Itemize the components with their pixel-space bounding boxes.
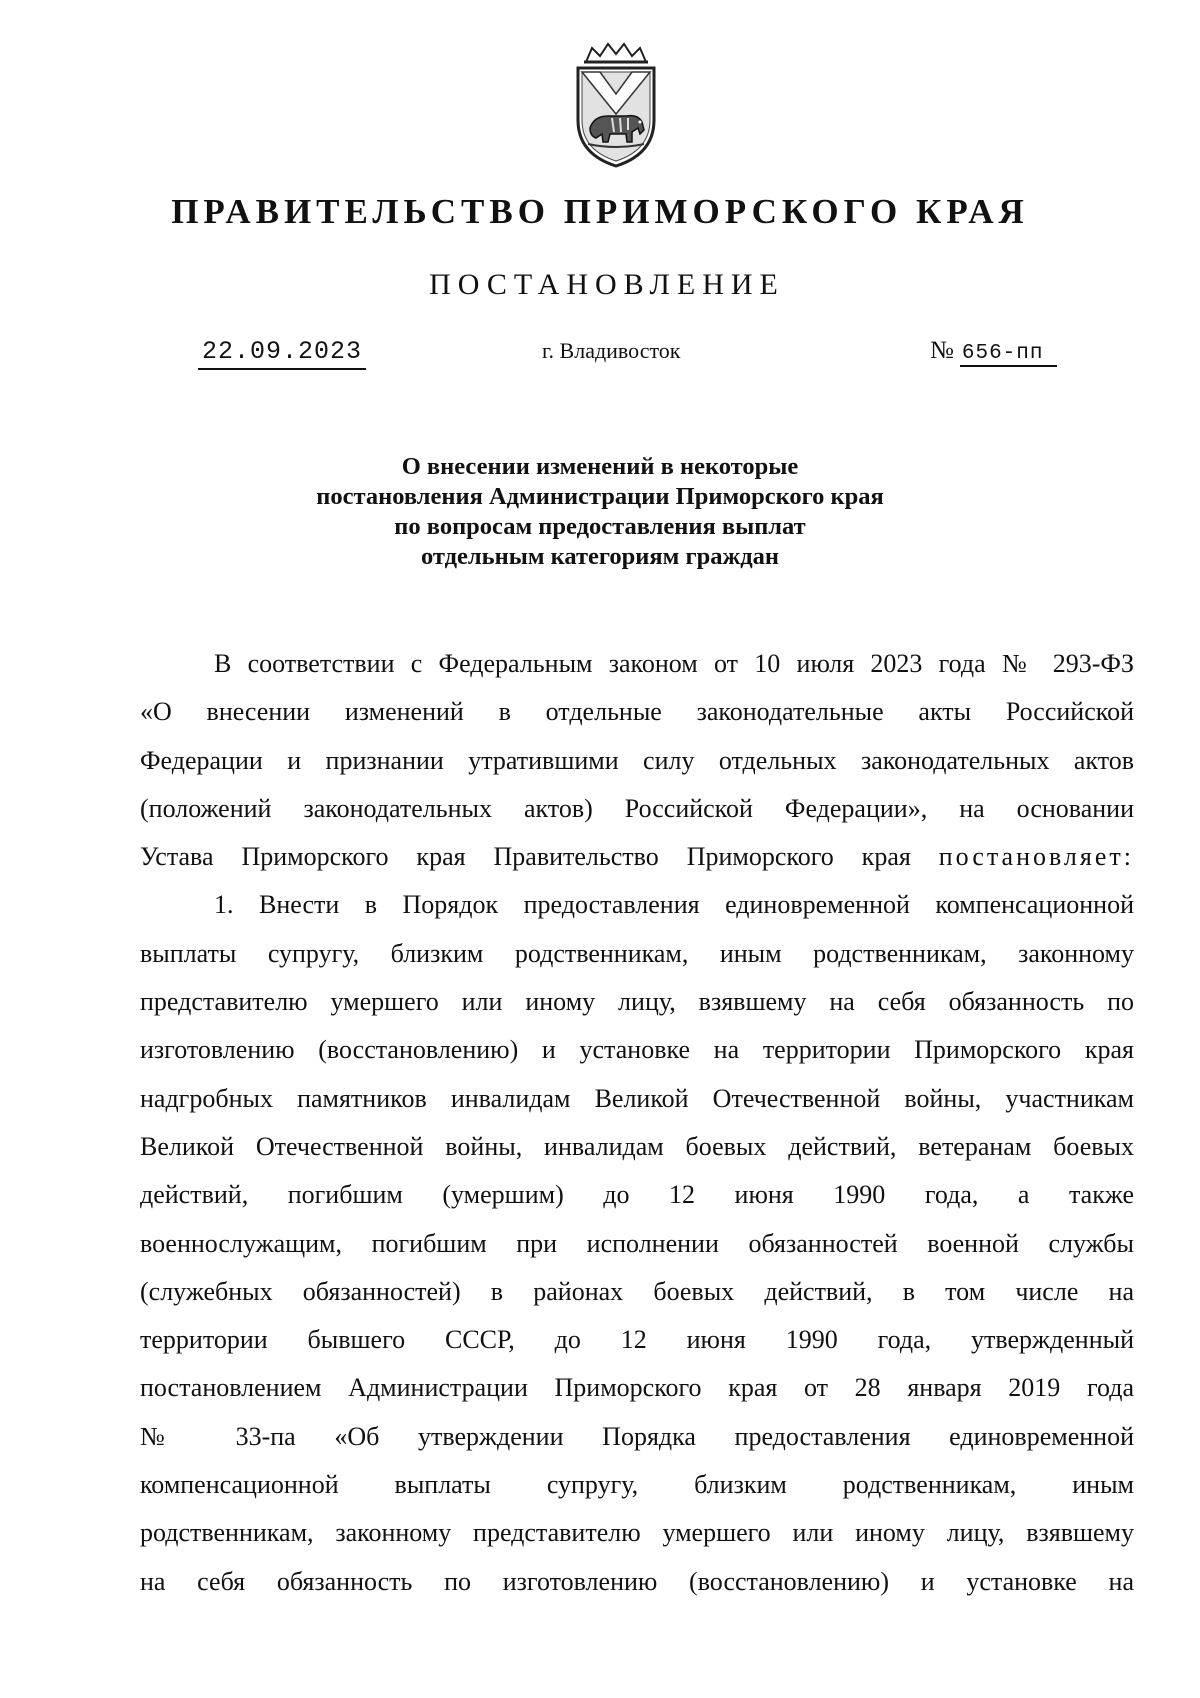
body-line: выплаты супругу, близким родственникам, иным родственникам, законному [140, 938, 1134, 968]
body-line: действий, погибшим (умершим) до 12 июня 1990 года, а также [140, 1180, 1134, 1210]
document-number [930, 337, 1057, 367]
body-line: Великой Отечественной войны, инвалидам боевых действий, ветеранам боевых [140, 1131, 1134, 1161]
body-line: (положений законодательных актов) Российской Федерации», на основании [140, 793, 1134, 823]
body-line: надгробных памятников инвалидам Великой Отечественной войны, участникам [140, 1083, 1134, 1113]
document-city: г. Владивосток [542, 338, 681, 363]
body-line: В соответствии с Федеральным законом от 10 июля 2023 года № 293-ФЗ [214, 649, 1134, 678]
body-line: компенсационной выплаты супругу, близким родственникам, иным [140, 1470, 1134, 1500]
subject-line: постановления Администрации Приморского края [316, 483, 884, 510]
body-line: родственникам, законному представителю умершего или иному лицу, взявшему [140, 1518, 1134, 1548]
subject-line: отдельным категориям граждан [420, 543, 780, 570]
government-title: ПРАВИТЕЛЬСТВО ПРИМОРСКОГО КРАЯ [171, 192, 1029, 231]
document-date: 22.09.2023 [198, 337, 366, 370]
body-line: представителю умершего или иному лицу, взявшему на себя обязанность по [140, 987, 1134, 1017]
body-line: 1. Внести в Порядок предоставления единовременной компенсационной [214, 890, 1134, 920]
subject-line: по вопросам предоставления выплат [394, 513, 806, 540]
primorsky-krai-coat-of-arms-icon [566, 42, 666, 170]
body-line: на себя обязанность по изготовлению (восстановлению) и установке на [140, 1566, 1134, 1596]
preamble-tail: Устава Приморского края Правительство Приморского края [140, 842, 911, 872]
body-line: изготовлению (восстановлению) и установке на территории Приморского края [140, 1035, 1134, 1065]
body-line: (служебных обязанностей) в районах боевых действий, в том числе на [140, 1276, 1134, 1306]
body-line: № 33-па «Об утверждении Порядка предоставления единовременной [140, 1421, 1134, 1451]
body-line [140, 833, 1134, 881]
body-line: «О внесении изменений в отдельные законодательные акты Российской [140, 697, 1134, 727]
subject-line: О внесении изменений в некоторые [401, 453, 799, 480]
document-type: ПОСТАНОВЛЕНИЕ [429, 268, 785, 301]
number-value: 656-пп [960, 342, 1058, 367]
body-line: военнослужащим, погибшим при исполнении обязанностей военной службы [140, 1228, 1134, 1258]
number-sign: № [930, 337, 954, 364]
body-line: Федерации и признании утратившими силу отдельных законодательных актов [140, 745, 1134, 775]
document-subject [0, 452, 1200, 572]
body-line: территории бывшего СССР, до 12 июня 1990 года, утвержденный [140, 1325, 1134, 1355]
body-line: постановлением Администрации Приморского края от 28 января 2019 года [140, 1373, 1134, 1403]
resolves-word: постановляет: [938, 842, 1134, 872]
document-body [140, 640, 1134, 1606]
